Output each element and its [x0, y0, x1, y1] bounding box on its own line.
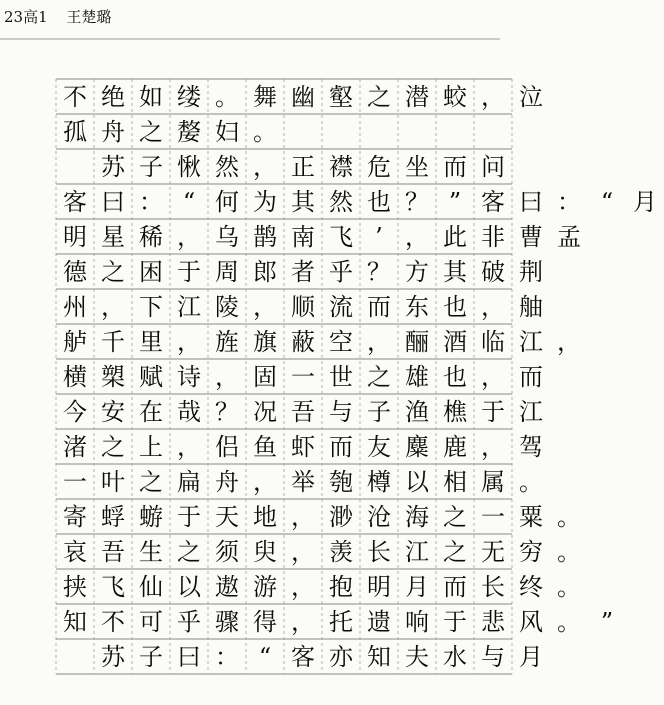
char-cell: ？: [367, 257, 391, 286]
char-cell: 在: [139, 397, 163, 426]
char-cell: “: [258, 642, 272, 671]
char-cell: 固: [253, 362, 277, 391]
char-cell: 也: [367, 187, 391, 216]
student-name: 王楚璐: [66, 8, 112, 26]
char-cell: 舞: [253, 82, 277, 111]
char-cell: ，: [253, 152, 277, 181]
char-cell: 之: [139, 117, 163, 146]
text-line: [56, 429, 550, 464]
char-cell: 子: [139, 152, 163, 181]
char-cell: 风: [519, 607, 543, 636]
char-cell: 酒: [443, 327, 467, 356]
char-cell: 雄: [405, 362, 429, 391]
char-cell: 渺: [329, 502, 353, 531]
char-cell: 南: [291, 222, 315, 251]
char-cell: ，: [177, 432, 201, 461]
char-cell: 。: [557, 537, 581, 566]
char-cell: 子: [139, 642, 163, 671]
char-cell: 以: [405, 467, 429, 496]
text-line: [56, 149, 512, 184]
char-cell: ，: [405, 222, 429, 251]
text-line: [56, 359, 550, 394]
char-cell: 其: [291, 187, 315, 216]
char-cell: 明: [63, 222, 87, 251]
char-cell: 德: [63, 257, 87, 286]
char-cell: 而: [443, 572, 467, 601]
char-cell: 江: [405, 537, 429, 566]
char-cell: 客: [481, 187, 505, 216]
char-cell: 空: [329, 327, 353, 356]
char-cell: 无: [481, 537, 505, 566]
char-cell: 赋: [139, 362, 163, 391]
char-cell: 槊: [101, 362, 125, 391]
char-cell: 者: [291, 257, 315, 286]
char-cell: 如: [139, 82, 163, 111]
char-cell: 夫: [405, 642, 429, 671]
char-cell: 抱: [329, 572, 353, 601]
char-cell: 况: [253, 397, 277, 426]
char-cell: 泣: [519, 82, 543, 111]
char-cell: ，: [481, 362, 505, 391]
char-cell: 壑: [329, 82, 353, 111]
char-cell: 驾: [519, 432, 543, 461]
char-cell: 乎: [329, 257, 353, 286]
char-cell: 星: [101, 222, 125, 251]
char-cell: 樽: [367, 467, 391, 496]
char-cell: 海: [405, 502, 429, 531]
char-cell: 安: [101, 397, 125, 426]
char-cell: 旗: [253, 327, 277, 356]
char-cell: ，: [177, 327, 201, 356]
char-cell: 。: [557, 572, 581, 601]
char-cell: 曰: [519, 187, 543, 216]
char-cell: 。: [253, 117, 277, 146]
char-cell: 稀: [139, 222, 163, 251]
char-cell: 须: [215, 537, 239, 566]
char-cell: 郎: [253, 257, 277, 286]
char-cell: 方: [405, 257, 429, 286]
char-cell: 然: [329, 187, 353, 216]
char-cell: [56, 639, 94, 674]
char-cell: 以: [177, 572, 201, 601]
class-label: 23高1: [4, 8, 48, 26]
char-cell: 乎: [177, 607, 201, 636]
char-cell: 一: [481, 502, 505, 531]
char-cell: 苏: [101, 152, 125, 181]
char-cell: 诗: [177, 362, 201, 391]
char-cell: ，: [481, 82, 505, 111]
text-line: [56, 569, 588, 604]
char-cell: 于: [177, 502, 201, 531]
char-cell: ，: [481, 292, 505, 321]
char-cell: 鱼: [253, 432, 277, 461]
char-cell: ”: [600, 607, 614, 636]
char-cell: 骤: [215, 607, 239, 636]
char-cell: 亦: [329, 642, 353, 671]
char-cell: 孤: [63, 117, 87, 146]
char-cell: 嫠: [177, 117, 201, 146]
char-cell: 危: [367, 152, 391, 181]
char-cell: 穷: [519, 537, 543, 566]
char-cell: 月: [405, 572, 429, 601]
char-cell: 舟: [215, 467, 239, 496]
char-cell: 友: [367, 432, 391, 461]
char-cell: 而: [519, 362, 543, 391]
char-cell: 悲: [481, 607, 505, 636]
char-cell: “: [600, 187, 614, 216]
char-cell: 绝: [101, 82, 125, 111]
char-cell: 幽: [291, 82, 315, 111]
char-cell: 相: [443, 467, 467, 496]
text-line: [56, 79, 550, 114]
char-cell: 破: [481, 257, 505, 286]
char-cell: 潜: [405, 82, 429, 111]
char-cell: 之: [443, 502, 467, 531]
char-cell: ”: [448, 187, 462, 216]
char-cell: 下: [139, 292, 163, 321]
char-cell: 缕: [177, 82, 201, 111]
char-cell: 吾: [101, 537, 125, 566]
char-cell: 世: [329, 362, 353, 391]
char-cell: ，: [253, 467, 277, 496]
char-cell: 属: [481, 467, 505, 496]
char-cell: 遗: [367, 607, 391, 636]
char-cell: ’: [375, 222, 383, 251]
char-cell: ：: [139, 187, 163, 216]
char-cell: ，: [481, 432, 505, 461]
char-cell: 蔽: [291, 327, 315, 356]
char-cell: 叶: [101, 467, 125, 496]
char-cell: 。: [557, 607, 581, 636]
char-cell: 蛟: [443, 82, 467, 111]
char-cell: 而: [443, 152, 467, 181]
char-cell: 匏: [329, 467, 353, 496]
text-line: [56, 534, 588, 569]
char-cell: 子: [367, 397, 391, 426]
char-cell: 水: [443, 642, 467, 671]
char-cell: 何: [215, 187, 239, 216]
char-cell: 游: [253, 572, 277, 601]
char-cell: 仙: [139, 572, 163, 601]
text-line: [56, 394, 550, 429]
char-cell: 问: [481, 152, 505, 181]
char-cell: 然: [215, 152, 239, 181]
char-cell: 之: [139, 467, 163, 496]
char-cell: 哉: [177, 397, 201, 426]
char-cell: 与: [481, 642, 505, 671]
char-cell: 地: [253, 502, 277, 531]
char-cell: 知: [63, 607, 87, 636]
char-cell: 长: [481, 572, 505, 601]
char-cell: 挟: [63, 572, 87, 601]
char-cell: 州: [63, 292, 87, 321]
char-cell: 于: [443, 607, 467, 636]
char-cell: 蜉: [101, 502, 125, 531]
char-cell: 旌: [215, 327, 239, 356]
char-cell: 一: [291, 362, 315, 391]
char-cell: 陵: [215, 292, 239, 321]
char-cell: 之: [101, 432, 125, 461]
char-cell: 麋: [405, 432, 429, 461]
text-line: [56, 324, 588, 359]
text-line: [56, 464, 550, 499]
char-cell: 之: [367, 82, 391, 111]
char-cell: ？: [405, 187, 429, 216]
char-cell: 曰: [101, 187, 125, 216]
char-cell: 哀: [63, 537, 87, 566]
char-cell: 不: [63, 82, 87, 111]
char-cell: 客: [291, 642, 315, 671]
char-cell: 荆: [519, 257, 543, 286]
char-cell: 蝣: [139, 502, 163, 531]
char-cell: 而: [329, 432, 353, 461]
char-cell: 而: [367, 292, 391, 321]
text-line: [56, 639, 550, 674]
char-cell: 其: [443, 257, 467, 286]
char-cell: 天: [215, 502, 239, 531]
char-cell: 舻: [63, 327, 87, 356]
char-cell: 。: [215, 82, 239, 111]
char-cell: 流: [329, 292, 353, 321]
char-cell: 响: [405, 607, 429, 636]
char-cell: ，: [291, 607, 315, 636]
char-cell: 渚: [63, 432, 87, 461]
char-cell: 东: [405, 292, 429, 321]
char-cell: 寄: [63, 502, 87, 531]
text-line: [56, 604, 626, 639]
char-cell: 吾: [291, 397, 315, 426]
char-cell: 不: [101, 607, 125, 636]
char-cell: 襟: [329, 152, 353, 181]
char-cell: 于: [177, 257, 201, 286]
char-cell: 沧: [367, 502, 391, 531]
char-cell: ，: [367, 327, 391, 356]
char-cell: ，: [291, 572, 315, 601]
char-cell: 于: [481, 397, 505, 426]
char-cell: 非: [481, 222, 505, 251]
char-cell: 飞: [329, 222, 353, 251]
char-cell: 与: [329, 397, 353, 426]
char-cell: 可: [139, 607, 163, 636]
char-cell: 之: [101, 257, 125, 286]
char-cell: ，: [291, 502, 315, 531]
char-cell: 妇: [215, 117, 239, 146]
char-cell: 舟: [101, 117, 125, 146]
char-cell: ，: [215, 362, 239, 391]
char-cell: ，: [291, 537, 315, 566]
char-cell: 江: [177, 292, 201, 321]
char-cell: 临: [481, 327, 505, 356]
char-cell: 月: [519, 642, 543, 671]
char-cell: “: [182, 187, 196, 216]
char-cell: 飞: [101, 572, 125, 601]
char-cell: [56, 149, 94, 184]
char-cell: 一: [63, 467, 87, 496]
char-cell: 明: [367, 572, 391, 601]
char-cell: 顺: [291, 292, 315, 321]
char-cell: 臾: [253, 537, 277, 566]
char-cell: 扁: [177, 467, 201, 496]
char-cell: 愀: [177, 152, 201, 181]
text-line: [56, 219, 588, 254]
char-cell: 上: [139, 432, 163, 461]
char-cell: 托: [329, 607, 353, 636]
char-cell: ，: [557, 327, 581, 356]
char-cell: 困: [139, 257, 163, 286]
char-cell: 坐: [405, 152, 429, 181]
char-cell: 渔: [405, 397, 429, 426]
text-line: [56, 114, 284, 149]
char-cell: ？: [215, 397, 239, 426]
text-line: [56, 184, 664, 219]
char-cell: 得: [253, 607, 277, 636]
char-cell: 曰: [177, 642, 201, 671]
char-cell: 舳: [519, 292, 543, 321]
char-cell: ，: [253, 292, 277, 321]
char-cell: 羡: [329, 537, 353, 566]
text-line: [56, 254, 550, 289]
char-cell: 横: [63, 362, 87, 391]
char-cell: 正: [291, 152, 315, 181]
char-cell: 酾: [405, 327, 429, 356]
char-cell: 此: [443, 222, 467, 251]
char-cell: ：: [215, 642, 239, 671]
char-cell: 也: [443, 362, 467, 391]
char-cell: 粟: [519, 502, 543, 531]
char-cell: 客: [63, 187, 87, 216]
char-cell: 千: [101, 327, 125, 356]
char-cell: 之: [367, 362, 391, 391]
char-cell: 之: [443, 537, 467, 566]
char-cell: 遨: [215, 572, 239, 601]
char-cell: 知: [367, 642, 391, 671]
char-cell: 里: [139, 327, 163, 356]
char-cell: 周: [215, 257, 239, 286]
char-cell: 月: [633, 187, 657, 216]
char-cell: 江: [519, 397, 543, 426]
char-cell: 鹿: [443, 432, 467, 461]
char-cell: ：: [557, 187, 581, 216]
char-cell: ，: [177, 222, 201, 251]
char-cell: 长: [367, 537, 391, 566]
char-cell: 曹: [519, 222, 543, 251]
char-cell: ，: [101, 292, 125, 321]
char-cell: 樵: [443, 397, 467, 426]
char-cell: 为: [253, 187, 277, 216]
char-cell: 苏: [101, 642, 125, 671]
char-cell: 侣: [215, 432, 239, 461]
char-cell: 乌: [215, 222, 239, 251]
char-cell: 虾: [291, 432, 315, 461]
char-cell: 举: [291, 467, 315, 496]
char-cell: 生: [139, 537, 163, 566]
char-cell: 江: [519, 327, 543, 356]
char-cell: 。: [557, 502, 581, 531]
char-cell: 鹊: [253, 222, 277, 251]
char-cell: 今: [63, 397, 87, 426]
text-line: [56, 289, 550, 324]
char-cell: 孟: [557, 222, 581, 251]
char-cell: 之: [177, 537, 201, 566]
char-cell: 。: [519, 467, 543, 496]
text-line: [56, 499, 588, 534]
char-cell: 也: [443, 292, 467, 321]
char-cell: 终: [519, 572, 543, 601]
